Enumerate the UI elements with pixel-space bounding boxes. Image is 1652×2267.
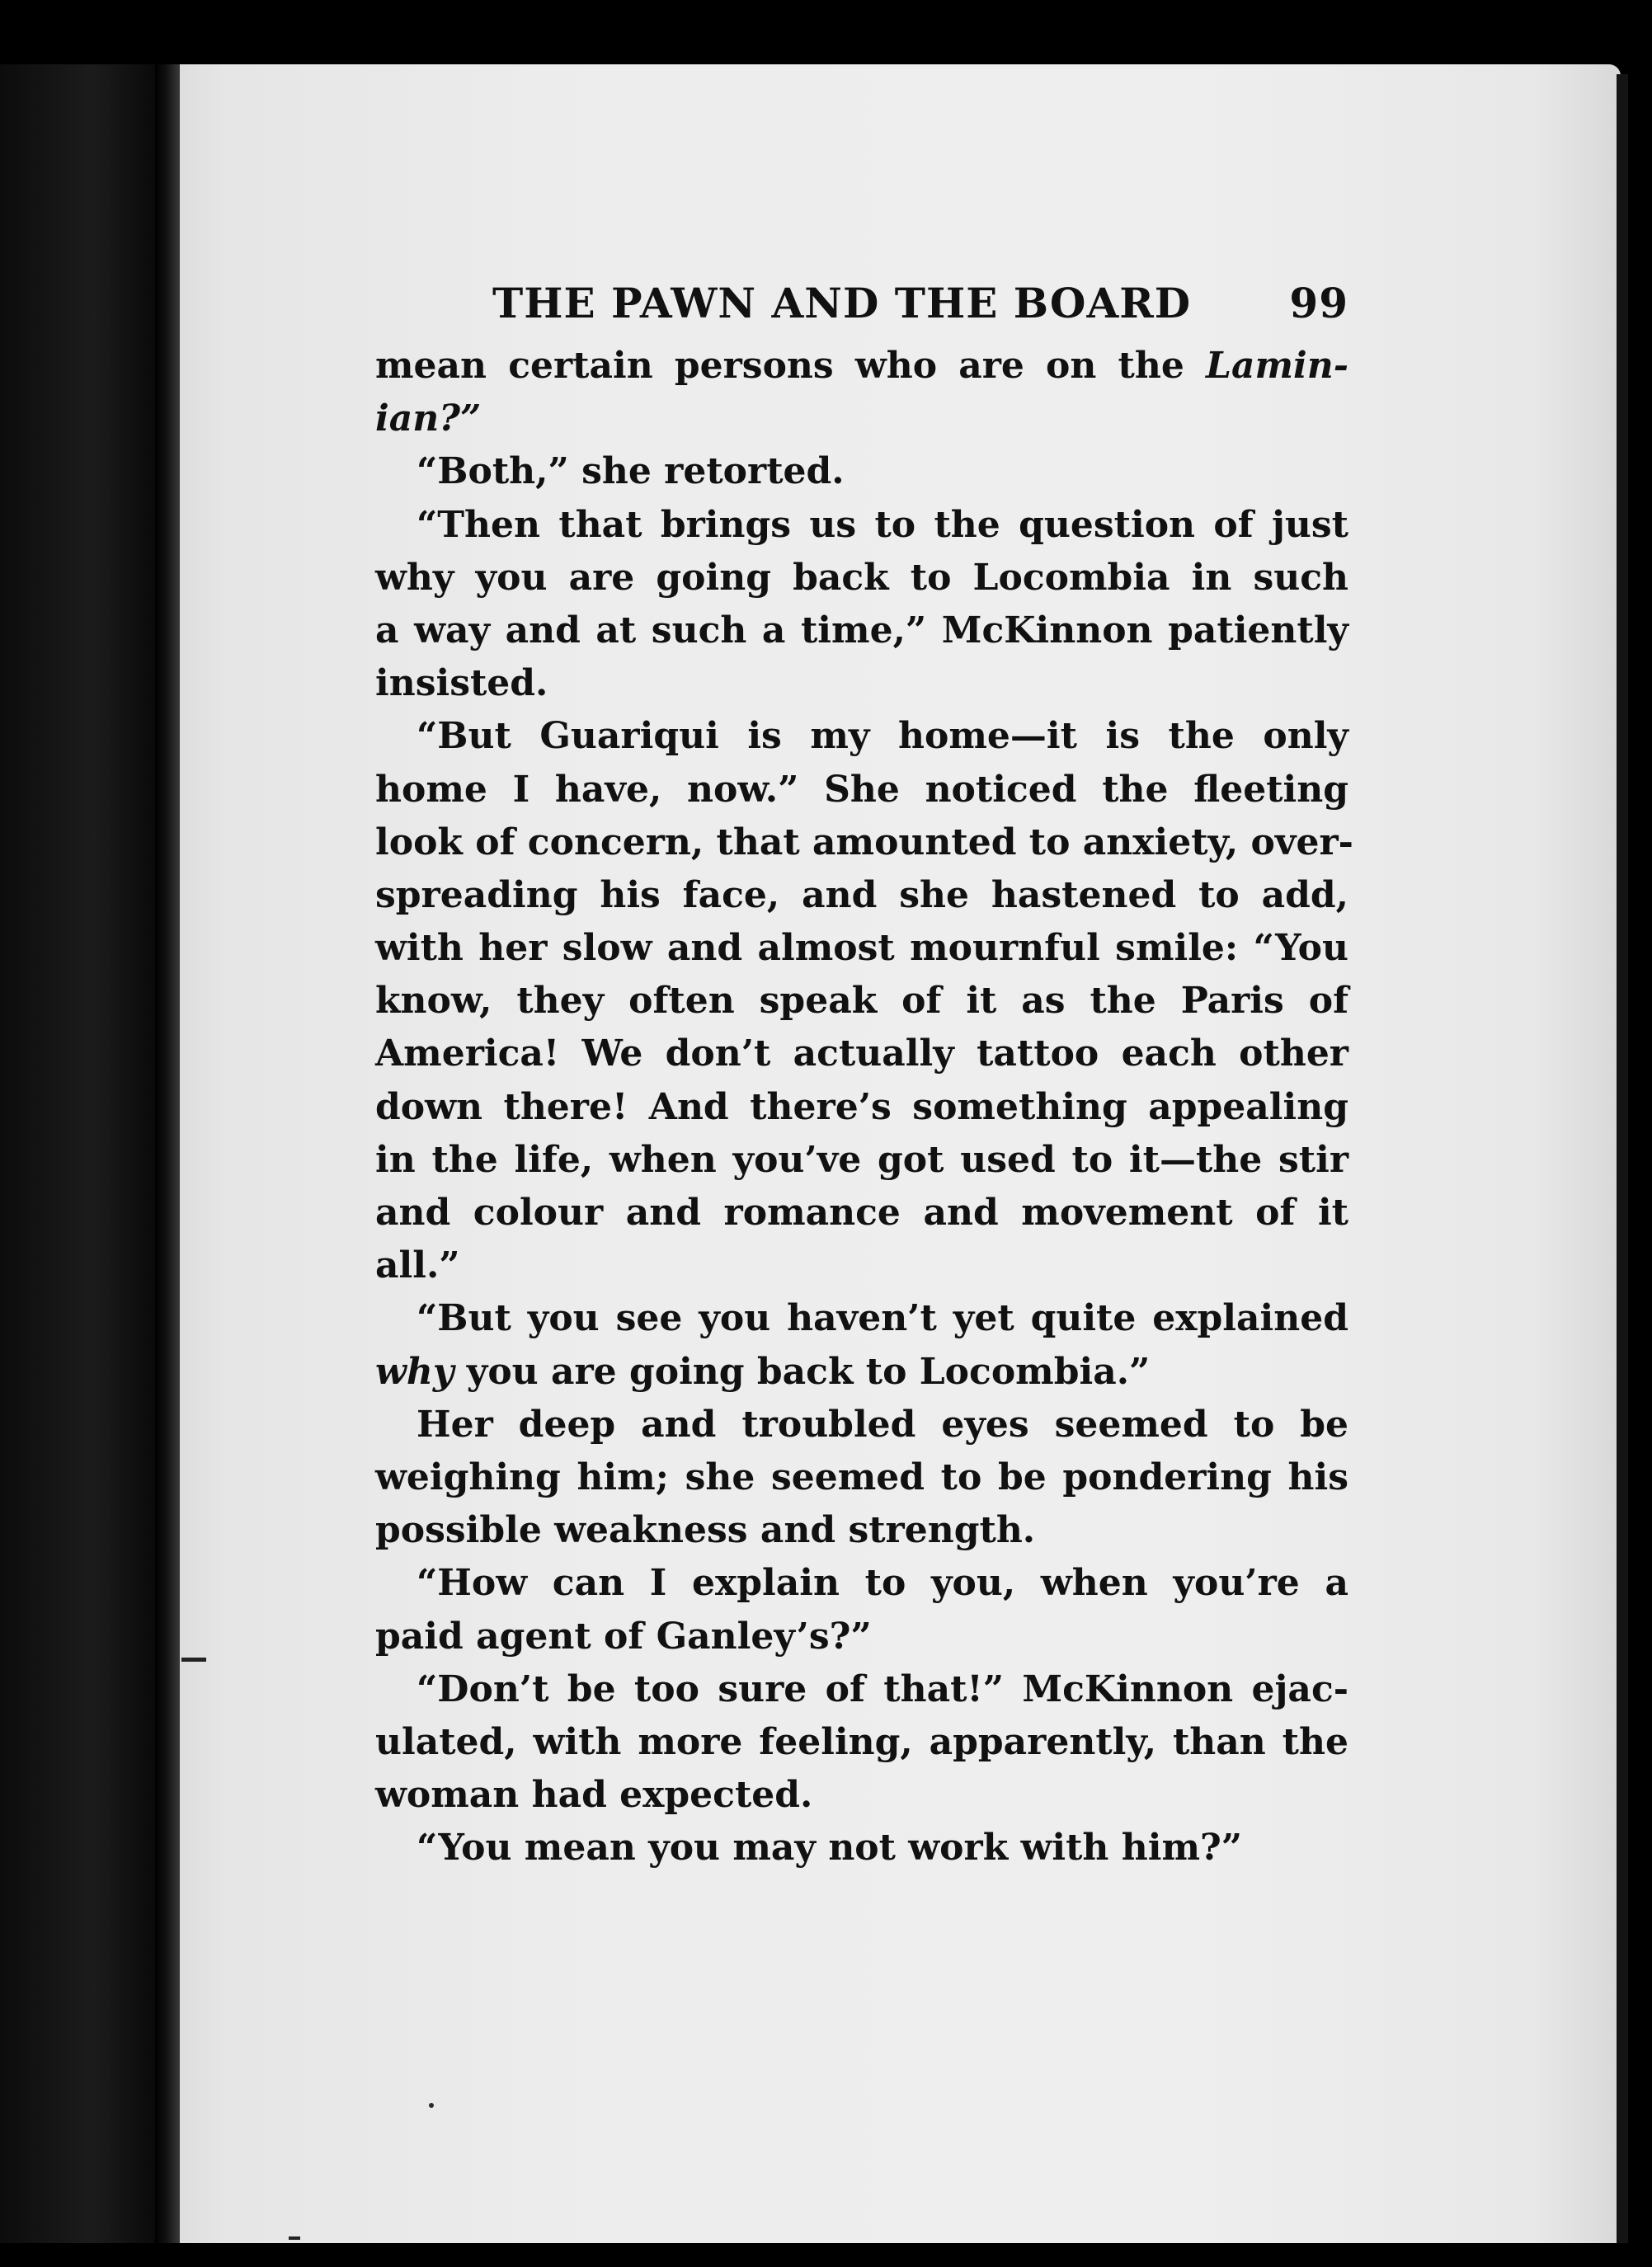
text-line-content: woman had expected. xyxy=(375,1774,813,1817)
text-line xyxy=(375,975,1348,1028)
text-line xyxy=(375,604,1348,657)
text-line xyxy=(375,1134,1348,1187)
text-line xyxy=(375,1663,1348,1716)
text-line xyxy=(375,393,1348,445)
text-line-content: with her slow and almost mournful smile: “You xyxy=(375,927,1348,970)
text-line-content: all.” xyxy=(375,1244,460,1287)
text-line-content: insisted. xyxy=(375,662,548,705)
text-line-content: “But you see you haven’t yet quite explained xyxy=(417,1297,1348,1340)
text-line xyxy=(375,1611,1348,1663)
text-line-content: possible weakness and strength. xyxy=(375,1509,1036,1552)
text-line-content: “But Guariqui is my home—it is the only xyxy=(417,715,1348,758)
text-line xyxy=(375,1239,1348,1292)
text-line xyxy=(375,1399,1348,1451)
italic-text: ian?” xyxy=(375,397,482,440)
text-line-content: know, they often speak of it as the Paris of xyxy=(375,980,1348,1023)
margin-mark xyxy=(289,2236,300,2240)
text-line-content: look of concern, that amounted to anxiety, over- xyxy=(375,821,1353,863)
margin-mark xyxy=(181,1658,206,1662)
text-line-content: in the life, when you’ve got used to it—the stir xyxy=(375,1138,1348,1181)
text-line-content: spreading his face, and she hastened to add, xyxy=(375,873,1348,916)
text-line xyxy=(375,1769,1348,1822)
text-line xyxy=(375,922,1348,975)
page-right-edge xyxy=(1617,74,1628,2243)
text-line xyxy=(375,869,1348,922)
text-line xyxy=(375,552,1348,604)
text-line xyxy=(375,1187,1348,1239)
text-line xyxy=(375,1504,1348,1557)
text-line xyxy=(375,499,1348,552)
text-line-content: weighing him; she seemed to be pondering his xyxy=(375,1456,1348,1498)
ink-speck xyxy=(429,2103,434,2108)
text-line-content: why you are going back to Locombia in such xyxy=(375,556,1348,599)
text-line-content: “Then that brings us to the question of just xyxy=(417,503,1348,546)
body-text xyxy=(375,340,1353,1874)
text-line xyxy=(375,1346,1348,1399)
text-line xyxy=(375,1081,1348,1134)
text-line-content: “How can I explain to you, when you’re a xyxy=(417,1562,1348,1605)
text-line-content: and colour and romance and movement of it xyxy=(375,1192,1348,1234)
text-line-content: home I have, now.” She noticed the fleeting xyxy=(375,768,1348,811)
text-line-content: “Both,” she retorted. xyxy=(417,450,845,493)
text-line xyxy=(375,816,1353,869)
text-line-content: paid agent of Ganley’s?” xyxy=(375,1615,872,1658)
text-line-content: you are going back to Locombia.” xyxy=(454,1350,1151,1393)
running-head xyxy=(492,274,1348,333)
text-line xyxy=(375,1557,1348,1610)
text-line-content: ulated, with more feeling, apparently, than the xyxy=(375,1720,1348,1763)
italic-text: Lamin- xyxy=(1206,345,1348,387)
text-line-content: Her deep and troubled eyes seemed to be xyxy=(417,1403,1348,1446)
book-gutter xyxy=(155,64,180,2243)
text-line xyxy=(375,1822,1348,1874)
text-line xyxy=(375,1451,1348,1504)
text-line-content: “You mean you may not work with him?” xyxy=(417,1827,1243,1870)
text-line xyxy=(375,340,1348,393)
text-line xyxy=(375,1716,1348,1769)
text-line xyxy=(375,657,1348,710)
page-number: 99 xyxy=(1289,279,1348,327)
text-line-content: down there! And there’s something appealing xyxy=(375,1085,1348,1128)
text-line xyxy=(375,710,1348,763)
italic-text: why xyxy=(375,1350,454,1393)
running-title: THE PAWN AND THE BOARD xyxy=(492,279,1192,327)
text-line-content: mean certain persons who are on the xyxy=(375,345,1207,387)
text-line-content: “Don’t be too sure of that!” McKinnon ejac- xyxy=(417,1667,1348,1710)
text-line-content: a way and at such a time,” McKinnon patiently xyxy=(375,609,1348,651)
text-line xyxy=(375,764,1348,816)
facing-page-edge xyxy=(0,64,155,2243)
text-line-content: America! We don’t actually tattoo each other xyxy=(375,1032,1348,1075)
page-text xyxy=(375,274,1353,1874)
text-line xyxy=(375,1292,1348,1345)
text-line xyxy=(375,445,1348,498)
text-line xyxy=(375,1028,1348,1080)
